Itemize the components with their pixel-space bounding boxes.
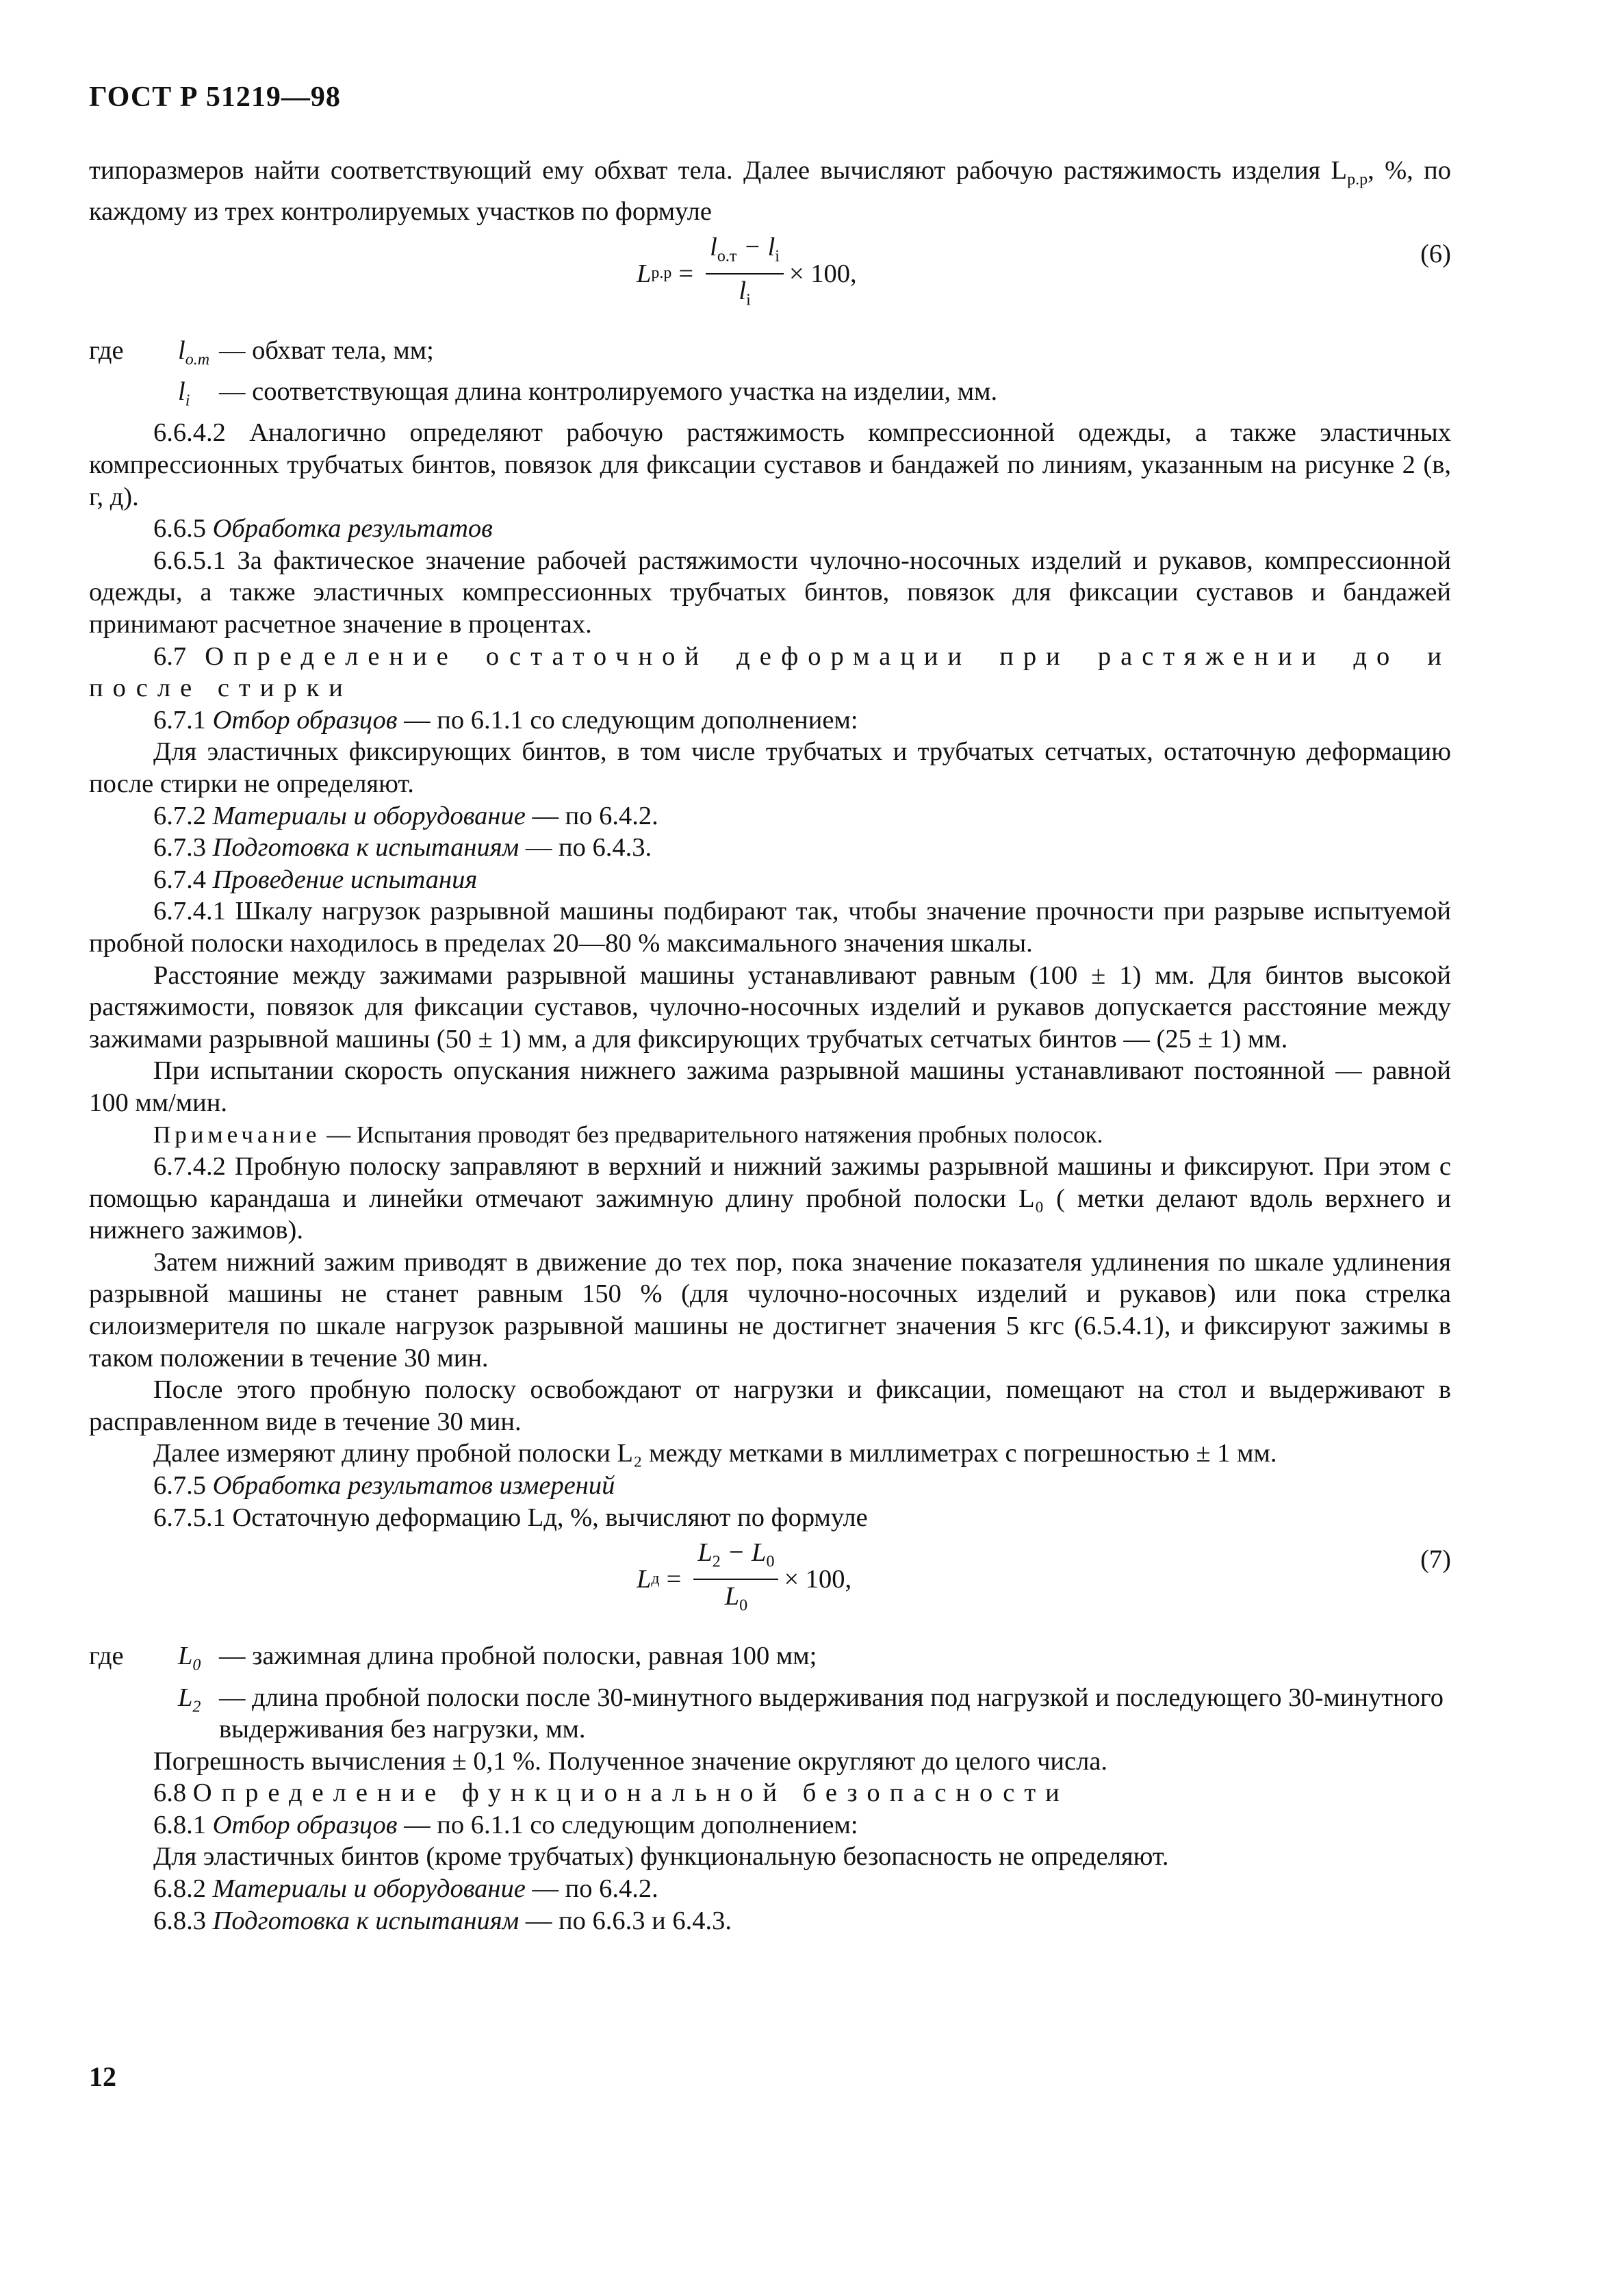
clause-number: 6.7.3	[153, 833, 206, 863]
legend-symbol-sub: о.т	[185, 350, 210, 369]
clause-title-italic: Подготовка к испытаниям	[212, 1906, 520, 1935]
document-header: ГОСТ Р 51219—98	[89, 81, 341, 113]
formula-6-tail: × 100,	[788, 259, 857, 288]
legend-symbol-sub: 2	[192, 1698, 201, 1716]
legend-row	[89, 1640, 1451, 1681]
formula-6-den-sub: i	[746, 291, 751, 309]
paragraph-text: 6.7.4.1 Шкалу нагрузок разрывной машины подбирают так, чтобы значение прочности при разрыве испытуемой пробной полоски находилось в пределах 20—80 % максимального значения шкалы.	[89, 897, 1451, 958]
paragraph	[89, 1247, 1451, 1374]
paragraph-text: Погрешность вычисления ± 0,1 %. Полученное значение округляют до целого числа.	[153, 1746, 1108, 1776]
legend-label	[89, 376, 178, 417]
paragraph-text: При испытании скорость опускания нижнего зажима разрывной машины устанавливают постоянной — равной 100 мм/мин.	[89, 1056, 1451, 1117]
clause-number: 6.7.1	[153, 705, 206, 735]
formula-7-number: (7)	[1420, 1545, 1451, 1574]
paragraph-text: 6.7.4.2 Пробную полоску заправляют в верхний и нижний зажимы разрывной машины и фиксируют. При этом с помощью карандаша и линейки отмечают зажимную длину пробной полоски L₀ ( метки делают вдоль верхнего и нижнего зажимов).	[89, 1152, 1451, 1245]
clause-number: 6.8.1	[153, 1810, 206, 1839]
paragraph	[89, 736, 1451, 800]
clause-rest: — по 6.6.3 и 6.4.3.	[519, 1906, 732, 1935]
formula-7-body: L д = $\frac{L_2 - L_0}{L_0}$ × 100,	[637, 1538, 851, 1620]
clause-number: 6.7.2	[153, 801, 206, 830]
formula-6-number: (6)	[1420, 239, 1451, 268]
paragraph	[89, 1119, 1451, 1151]
intro-text-1: типоразмеров найти соответствующий ему обхват тела. Далее вычисляют рабочую растяжимость изделия L	[89, 156, 1348, 185]
formula-6	[89, 232, 1451, 328]
legend-label	[89, 1682, 178, 1746]
paragraph	[89, 960, 1451, 1056]
clause-title-italic: Подготовка к испытаниям	[212, 833, 520, 863]
formula-6-num: l	[710, 232, 717, 262]
paragraph-text: 6.6.4.2 Аналогично определяют рабочую растяжимость компрессионной одежды, а также эластичных компрессионных трубчатых бинтов, повязок для фиксации суставов и бандажей по линиям, указанным на рисунке 2 (в, г, д).	[89, 418, 1451, 511]
legend-text: — соответствующая длина контролируемого участка на изделии, мм.	[219, 377, 998, 407]
paragraph-text: Расстояние между зажимами разрывной машины устанавливают равным (100 ± 1) мм. Для бинтов высокой растяжимости, повязок для фиксации суставов, чулочно-носочных изделий и рукавов допускается расстояние между зажимами разрывной машины (50 ± 1) мм, а для фиксирующих трубчатых сетчатых бинтов — (25 ± 1) мм.	[89, 960, 1451, 1054]
legend-symbol-letter: l	[178, 335, 185, 365]
formula-6-num-minus: − l	[736, 232, 775, 262]
paragraph	[89, 545, 1451, 641]
legend-symbol-letter: L	[178, 1642, 193, 1671]
formula-6-fraction	[706, 232, 784, 315]
formula-7	[89, 1538, 1451, 1633]
legend-label: где	[89, 335, 124, 365]
section-6-6-6-7	[89, 417, 1451, 1533]
clause-number: 6.8	[153, 1778, 187, 1808]
clause-title-spaced: Определение функциональной безопасности	[192, 1778, 1069, 1808]
intro-text-2: , %, по каждому из трех контролируемых участков по формуле	[89, 156, 1451, 227]
paragraph	[89, 1841, 1451, 1873]
paragraph	[89, 800, 1451, 832]
paragraph-text: 6.7.5.1 Остаточную деформацию Lд, %, вычисляют по формуле	[153, 1503, 868, 1532]
paragraph	[89, 513, 1451, 545]
paragraph	[89, 1746, 1451, 1778]
formula-7-den-sub: 0	[739, 1596, 748, 1615]
legend-symbol-letter: L	[178, 1683, 193, 1712]
clause-title-italic: Обработка результатов	[212, 514, 493, 544]
note-label: Примечание	[153, 1121, 321, 1148]
formula-6-lhs-sub: р.р	[651, 264, 672, 283]
formula-7-num-minus: − L	[720, 1538, 767, 1568]
clause-title-italic: Материалы и оборудование	[212, 801, 526, 830]
legend-symbol-sub: i	[185, 392, 190, 410]
formula-7-num: L	[697, 1538, 713, 1568]
paragraph-text: Для эластичных бинтов (кроме трубчатых) функциональную безопасность не определяют.	[153, 1842, 1169, 1872]
formula-7-lhs: L	[637, 1564, 652, 1594]
clause-number: 6.8.3	[153, 1906, 206, 1935]
intro-sub: р.р	[1347, 170, 1368, 189]
note-text: — Испытания проводят без предварительного натяжения пробных полосок.	[320, 1121, 1103, 1148]
clause-title-italic: Отбор образцов	[212, 705, 398, 735]
legend-symbol-letter: l	[178, 377, 185, 407]
clause-title-italic: Обработка результатов измерений	[212, 1471, 615, 1501]
intro-paragraph	[89, 155, 1451, 228]
paragraph	[89, 1809, 1451, 1841]
formula-7-fraction	[693, 1538, 778, 1620]
paragraph	[89, 1777, 1451, 1809]
formula-6-num-sub2: i	[775, 247, 780, 266]
paragraph	[89, 1502, 1451, 1534]
formula-6-num-sub: о.т	[717, 247, 737, 266]
paragraph-text: Затем нижний зажим приводят в движение до тех пор, пока значение показателя удлинения по шкале удлинения разрывной машины не станет равным 150 % (для чулочно-носочных изделий и рукавов) или пока стрелка силоизмерителя по шкале нагрузок разрывной машины не достигнет значения 5 кгс (6.5.4.1), и фиксируют зажимы в таком положении в течение 30 мин.	[89, 1247, 1451, 1373]
formula-7-den: L	[724, 1581, 740, 1611]
section-6-8	[89, 1746, 1451, 1937]
paragraph-text: Для эластичных фиксирующих бинтов, в том числе трубчатых и трубчатых сетчатых, остаточную деформацию после стирки не определяют.	[89, 737, 1451, 798]
clause-title-spaced: Определение остаточной деформации при растяжении до и после стирки	[89, 641, 1452, 703]
paragraph	[89, 1470, 1451, 1502]
formula-7-num-sub: 2	[712, 1553, 721, 1571]
legend-row	[89, 1682, 1451, 1746]
paragraph-text: После этого пробную полоску освобождают от нагрузки и фиксации, помещают на стол и выдерживают в расправленном виде в течение 30 мин.	[89, 1375, 1451, 1436]
formula-6-legend	[89, 335, 1451, 418]
legend-label: где	[89, 1642, 124, 1671]
clause-rest: — по 6.1.1 со следующим дополнением:	[397, 1810, 858, 1839]
legend-symbol	[178, 376, 219, 417]
paragraph	[89, 1374, 1451, 1438]
legend-text: — обхват тела, мм;	[219, 335, 434, 365]
paragraph-text: Далее измеряют длину пробной полоски L₂ между метками в миллиметрах с погрешностью ± 1 мм.	[153, 1439, 1277, 1468]
legend-row	[89, 376, 1451, 417]
formula-7-legend	[89, 1640, 1451, 1745]
legend-symbol-sub: 0	[192, 1656, 201, 1674]
legend-symbol	[178, 1640, 219, 1681]
document-page	[89, 81, 1451, 1937]
paragraph	[89, 704, 1451, 737]
legend-symbol	[178, 335, 219, 376]
clause-rest: — по 6.1.1 со следующим дополнением:	[397, 705, 858, 735]
paragraph-text: 6.6.5.1 За фактическое значение рабочей растяжимости чулочно-носочных изделий и рукавов, компрессионной одежды, а также эластичных компрессионных трубчатых бинтов, повязок для фиксации суставов и бандажей принимают расчетное значение в процентах.	[89, 546, 1451, 639]
paragraph	[89, 1873, 1451, 1905]
formula-6-lhs: L	[637, 259, 652, 288]
clause-rest: — по 6.4.3.	[519, 833, 652, 863]
paragraph	[89, 641, 1451, 704]
paragraph	[89, 1438, 1451, 1470]
clause-title-italic: Отбор образцов	[212, 1810, 398, 1839]
formula-7-num-sub2: 0	[766, 1553, 775, 1571]
legend-text: — зажимная длина пробной полоски, равная 100 мм;	[219, 1642, 817, 1671]
clause-number: 6.8.2	[153, 1874, 206, 1904]
clause-number: 6.6.5	[153, 514, 206, 544]
clause-number: 6.7	[153, 641, 187, 671]
page-number: 12	[89, 2061, 116, 2092]
paragraph	[89, 864, 1451, 896]
legend-row	[89, 335, 1451, 376]
formula-7-lhs-sub: д	[651, 1570, 660, 1588]
clause-rest: — по 6.4.2.	[525, 801, 658, 830]
legend-symbol	[178, 1682, 219, 1746]
paragraph	[89, 1905, 1451, 1937]
clause-number: 6.7.5	[153, 1471, 206, 1501]
clause-number: 6.7.4	[153, 865, 206, 894]
paragraph	[89, 895, 1451, 959]
clause-title-italic: Проведение испытания	[212, 865, 478, 894]
paragraph	[89, 417, 1451, 513]
formula-6-den: l	[739, 276, 747, 305]
paragraph	[89, 832, 1451, 864]
legend-text: — длина пробной полоски после 30-минутного выдерживания под нагрузкой и последующего 30-минутного выдерживания без нагрузки, мм.	[219, 1683, 1444, 1744]
clause-title-italic: Материалы и оборудование	[212, 1874, 526, 1904]
paragraph	[89, 1055, 1451, 1119]
formula-7-tail: × 100,	[784, 1564, 852, 1594]
clause-rest: — по 6.4.2.	[525, 1874, 658, 1904]
paragraph	[89, 1151, 1451, 1247]
formula-6-body: L р.р = $\frac{l_{о.т} - l_i}{l_i}$ × 100,	[637, 232, 857, 315]
